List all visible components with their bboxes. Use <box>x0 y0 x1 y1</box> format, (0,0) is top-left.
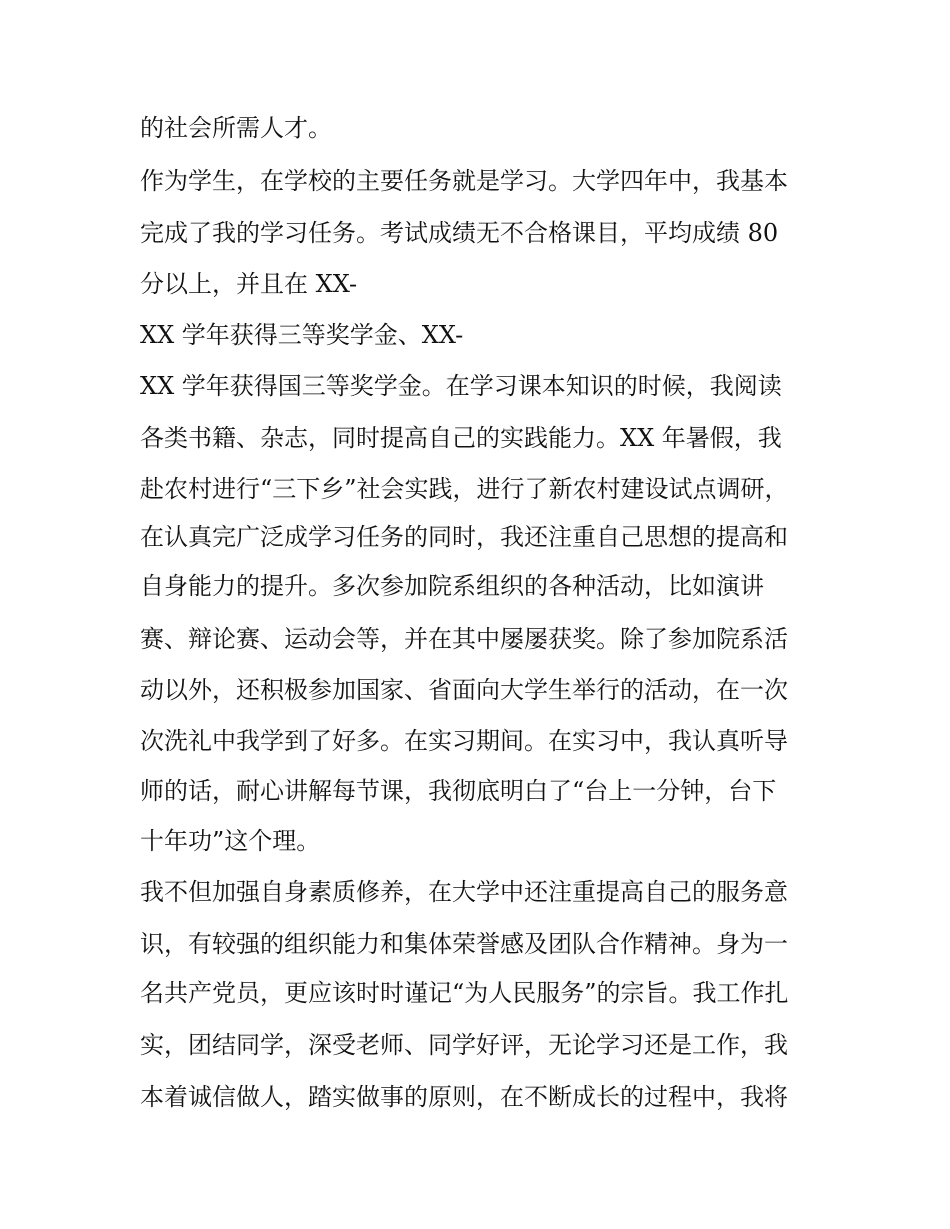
text-line: 我不但加强自身素质修养，在大学中还注重提高自己的服务意 <box>140 878 788 906</box>
text-line: 本着诚信做人，踏实做事的原则，在不断成长的过程中，我将 <box>140 1083 788 1111</box>
text-line: 赛、辩论赛、运动会等，并在其中屡屡获奖。除了参加院系活 <box>140 625 788 653</box>
text-line: 十年功”这个理。 <box>140 827 321 855</box>
text-line: 的社会所需人才。 <box>140 114 332 142</box>
text-line: 实，团结同学，深受老师、同学好评，无论学习还是工作，我 <box>140 1031 788 1059</box>
text-line: 师的话，耐心讲解每节课，我彻底明白了“台上一分钟，台下 <box>140 777 777 805</box>
text-line: 动以外，还积极参加国家、省面向大学生举行的活动，在一次 <box>140 676 788 704</box>
text-line: 识，有较强的组织能力和集体荣誉感及团队合作精神。身为一 <box>140 930 788 958</box>
text-line: 名共产党员，更应该时时谨记“为人民服务”的宗旨。我工作扎 <box>140 979 789 1007</box>
text-line: 完成了我的学习任务。考试成绩无不合格课目，平均成绩 80 <box>140 219 779 247</box>
text-line: 各类书籍、杂志，同时提高自己的实践能力。XX 年暑假，我 <box>140 424 782 452</box>
text-line: 赴农村进行“三下乡”社会实践，进行了新农村建设试点调研， <box>140 475 789 503</box>
text-line: XX 学年获得三等奖学金、XX- <box>140 321 464 349</box>
text-line: 自身能力的提升。多次参加院系组织的各种活动，比如演讲 <box>140 572 764 600</box>
text-line: 作为学生，在学校的主要任务就是学习。大学四年中，我基本 <box>140 167 788 195</box>
text-line: XX 学年获得国三等奖学金。在学习课本知识的时候，我阅读 <box>140 372 782 400</box>
text-line: 在认真完广泛成学习任务的同时，我还注重自己思想的提高和 <box>140 523 788 551</box>
text-line: 次洗礼中我学到了好多。在实习期间。在实习中，我认真听导 <box>140 727 788 755</box>
text-line: 分以上，并且在 XX- <box>140 270 358 298</box>
